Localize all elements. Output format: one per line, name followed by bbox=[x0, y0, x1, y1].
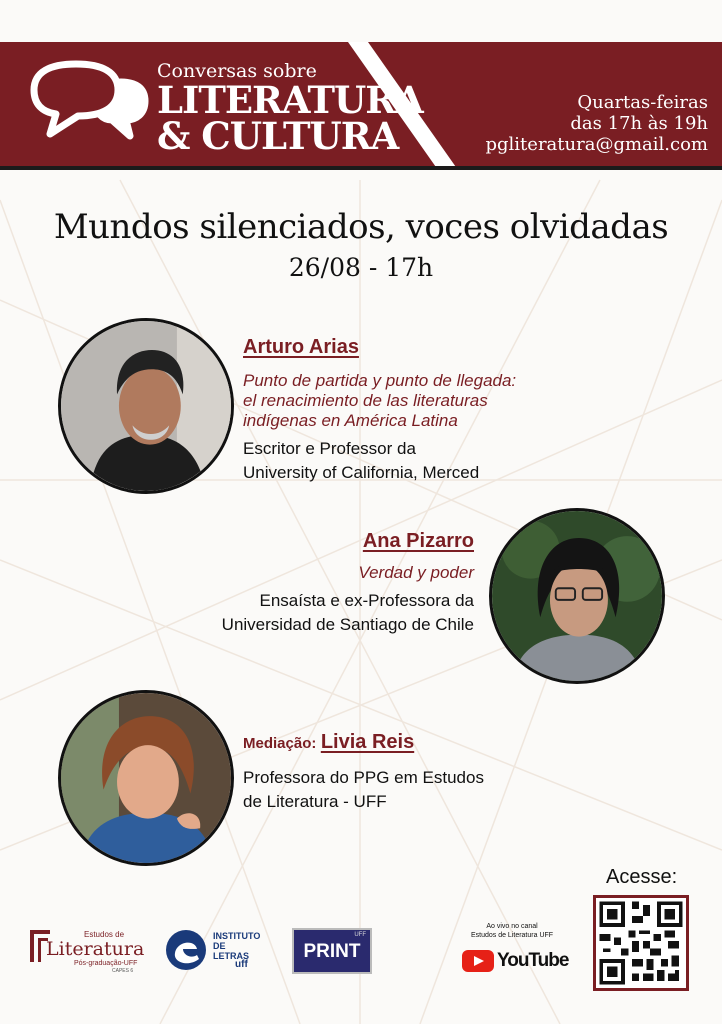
live-stream-note bbox=[462, 922, 562, 940]
estudos-de-literatura-logo bbox=[28, 926, 145, 976]
role-line: Universidad de Santiago de Chile bbox=[221, 615, 474, 634]
speaker-photo-ana bbox=[489, 508, 665, 684]
qr-code[interactable] bbox=[593, 895, 689, 991]
youtube-wordmark: YouTube bbox=[497, 950, 569, 971]
instituto-uff: uff bbox=[235, 959, 248, 970]
schedule-info bbox=[486, 92, 709, 155]
logo-literatura-sub: Pós-graduação-UFF bbox=[74, 960, 138, 967]
qr-code-icon bbox=[596, 898, 686, 988]
schedule-days: Quartas-feiras bbox=[577, 92, 708, 113]
mediation-heading bbox=[243, 731, 414, 754]
series-title-line2: & CULTURA bbox=[157, 114, 399, 158]
youtube-logo[interactable] bbox=[462, 948, 569, 974]
mediation-label: Mediação: bbox=[243, 735, 317, 752]
speaker-name: Ana Pizarro bbox=[362, 530, 474, 552]
speaker-talk-title bbox=[358, 563, 474, 583]
speaker-photo-arturo bbox=[58, 318, 234, 494]
event-title: Mundos silenciados, voces olvidadas bbox=[53, 207, 669, 247]
series-title-line1: LITERATURA bbox=[157, 78, 423, 122]
chat-bubbles-icon bbox=[26, 56, 150, 156]
speaker-role bbox=[222, 589, 474, 637]
instituto-name bbox=[213, 931, 261, 961]
logo-literatura-top: Estudos de bbox=[84, 930, 125, 939]
logo-literatura-main: Literatura bbox=[46, 938, 145, 960]
instituto-line2: DE LETRAS bbox=[213, 941, 249, 961]
mediator-role bbox=[243, 766, 484, 814]
mediator-photo-livia bbox=[58, 690, 234, 866]
mediator-name: Livia Reis bbox=[320, 731, 415, 753]
banner-bottom-rule bbox=[0, 166, 722, 170]
instituto-line1: INSTITUTO bbox=[213, 931, 261, 941]
role-line: de Literatura - UFF bbox=[243, 792, 387, 811]
speaker-role bbox=[243, 437, 479, 485]
contact-email[interactable]: pgliteratura@gmail.com bbox=[485, 134, 708, 155]
youtube-play-icon bbox=[462, 950, 494, 972]
talk-line: indígenas en América Latina bbox=[243, 411, 458, 430]
logo-literatura-capes: CAPES 6 bbox=[112, 968, 134, 974]
live-note-line1: Ao vivo no canal bbox=[486, 923, 538, 930]
role-line: Professora do PPG em Estudos bbox=[243, 768, 484, 787]
instituto-emblem-icon bbox=[165, 929, 207, 971]
print-logo-top: UFF bbox=[354, 932, 366, 938]
live-note-line2: Estudos de Literatura UFF bbox=[470, 932, 554, 939]
series-pretitle: Conversas sobre bbox=[157, 60, 317, 82]
talk-line: el renacimiento de las literaturas bbox=[243, 391, 488, 410]
series-title bbox=[157, 78, 423, 158]
acesse-label: Acesse: bbox=[606, 866, 678, 888]
instituto-de-letras-logo bbox=[165, 927, 261, 975]
role-line: Ensaísta e ex-Professora da bbox=[259, 591, 474, 610]
print-logo bbox=[292, 928, 372, 974]
schedule-time: das 17h às 19h bbox=[570, 113, 708, 134]
talk-line: Punto de partida y punto de llegada: bbox=[243, 371, 517, 390]
talk-line: Verdad y poder bbox=[358, 563, 474, 582]
speaker-name: Arturo Arias bbox=[243, 336, 359, 358]
speaker-talk-title bbox=[243, 371, 516, 431]
print-logo-main: PRINT bbox=[303, 941, 361, 962]
event-datetime: 26/08 - 17h bbox=[288, 253, 434, 282]
header-banner bbox=[0, 42, 722, 170]
role-line: University of California, Merced bbox=[243, 463, 480, 482]
role-line: Escritor e Professor da bbox=[243, 439, 416, 458]
